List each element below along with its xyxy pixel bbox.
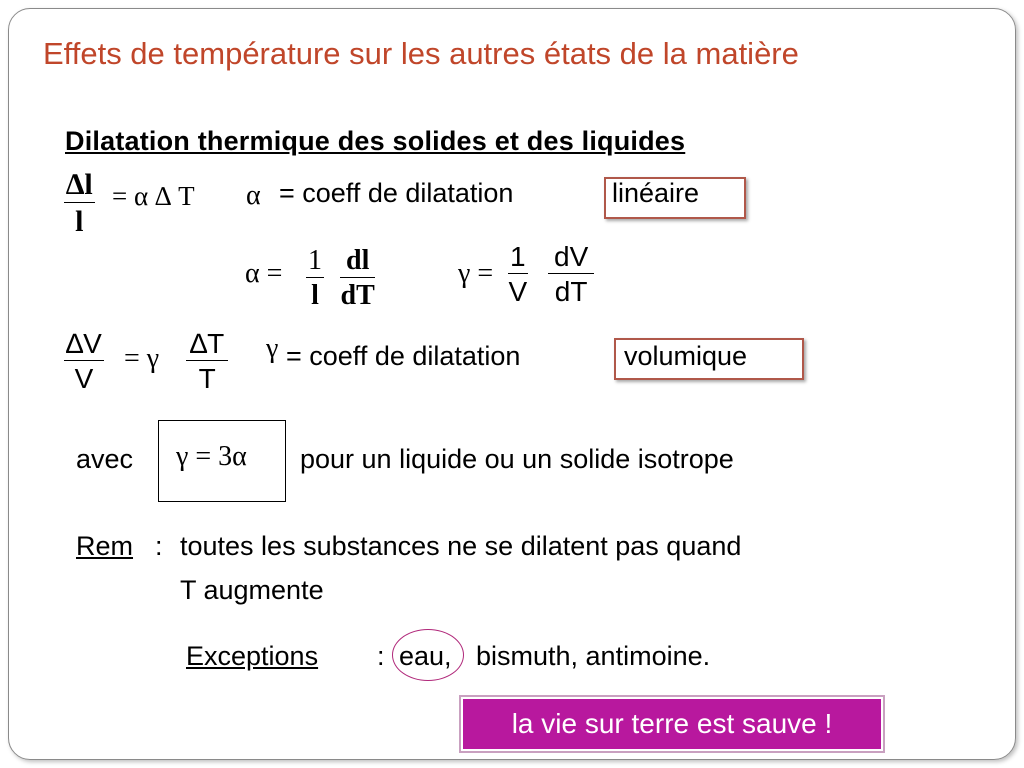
fraction-denominator: T [198,363,216,394]
fraction-numerator: ∆T [186,330,228,361]
isotrope-text: pour un liquide ou un solide isotrope [300,444,734,474]
gamma-symbol: γ [266,333,279,364]
exception-eau: eau, [399,641,452,671]
remark-line-2: T augmente [180,575,324,605]
linear-coeff-definition: = coeff de dilatation [279,178,514,208]
slide-title: Effets de température sur les autres états de la matière [43,36,799,71]
fraction-denominator: V [74,363,94,394]
callout-box [461,697,883,751]
section-heading: Dilatation thermique des solides et des liquides [65,126,686,156]
fraction-denominator: l [311,280,319,311]
remark-line-1: toutes les substances ne se dilatent pas quand [180,531,742,561]
fraction-dV-over-dT [548,243,594,306]
fraction-dl-over-dT [340,247,375,310]
fraction-numerator: ∆l [66,168,93,201]
avec-label: avec [76,444,134,474]
exceptions-label: Exceptions [186,641,319,671]
fraction-denominator: l [75,205,84,238]
fraction-dl-over-l [64,170,95,237]
rem-label: Rem [76,531,134,561]
gamma-3alpha-formula: γ = 3α [176,441,247,472]
equals-gamma: = γ [124,343,160,374]
gamma-equals: γ = [458,258,494,289]
fraction-1-over-l [306,247,324,310]
fraction-1-over-V [508,243,528,306]
fraction-numerator: dl [340,247,375,278]
fraction-denominator: V [508,276,528,307]
fraction-numerator: dV [548,243,594,274]
fraction-numerator: 1 [510,241,526,272]
fraction-numerator: ∆V [66,328,102,359]
fraction-denominator: dT [554,276,588,307]
word-volumique: volumique [624,341,748,371]
callout-text: la vie sur terre est sauve ! [511,708,833,739]
word-lineaire: linéaire [612,178,700,208]
fraction-dT-over-T [186,330,228,393]
volume-coeff-definition: = coeff de dilatation [286,341,521,371]
exceptions-rest: bismuth, antimoine. [476,641,711,671]
exceptions-colon: : [377,641,385,671]
fraction-dV-over-V [64,330,104,393]
linear-equation-rhs: = α ∆ T [112,181,195,211]
fraction-denominator: dT [340,280,375,311]
alpha-equals: α = [245,258,283,289]
alpha-symbol: α [246,180,261,211]
fraction-numerator: 1 [308,245,322,276]
rem-colon: : [155,531,163,561]
